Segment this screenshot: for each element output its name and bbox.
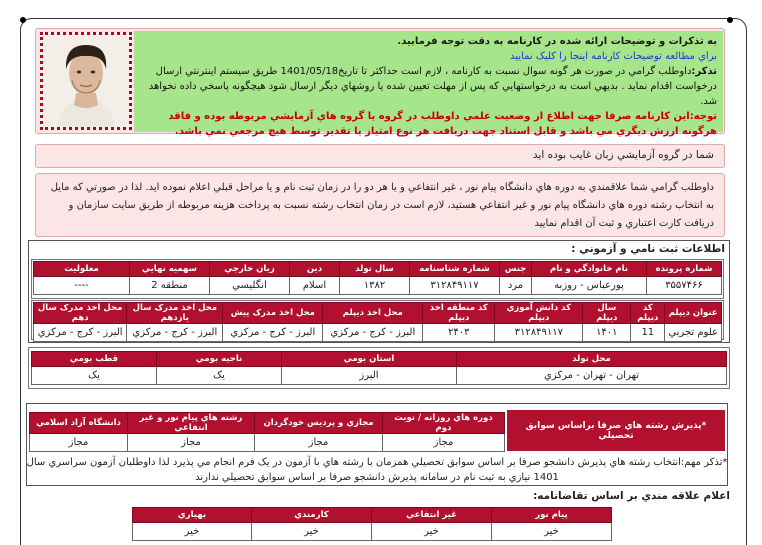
col-student-code: كد دانش آموزي ديپلم (495, 303, 583, 324)
table-header-row (32, 352, 727, 367)
col-grade10-place: محل اخذ مدرک سال دهم (34, 303, 127, 324)
col-birth-year: سال تولد (340, 262, 410, 277)
col-diploma-year: سال ديپلم (583, 303, 631, 324)
cell-grade10-place: البرز - كرج - مركزي (34, 324, 127, 342)
cell-diploma-title: علوم تجربي (665, 324, 722, 342)
header-notice (35, 28, 725, 137)
acceptance-label: *پذيرش رشته هاي صرفا براساس سوابق تحصيلي (507, 410, 725, 451)
col-employee-interest: كارمندي (252, 508, 372, 523)
col-nonprofit-interest: غير انتفاعي (372, 508, 492, 523)
warning-body: داوطلب گرامي در صورت هر گونه سوال نسبت به كارنامه ، لازم است حداكثر تا تاريخ1401/05/18 طريق سيستم اينترنتي ارسال درخواست اقدام نمايد . بديهي است به درخواستهايي كه پس از مهلت تعيين شده يا روشهاي ديگر ارسال شود هيچگونه پاسخي داده نخواهد شد. (148, 66, 717, 107)
cell-pre-degree-place: البرز - كرج - مركزي (223, 324, 323, 342)
cell-nonprofit-interest: خير (372, 523, 492, 541)
cell-nursing-interest: خير (133, 523, 252, 541)
cell-file-number: ۳۵۵۷۴۶۶ (647, 277, 722, 295)
cell-grade11-place: البرز - كرج - مركزي (127, 324, 223, 342)
col-azad-university: دانشگاه آزاد اسلامي (30, 413, 128, 434)
col-native-area: ناحيه بومي (157, 352, 282, 367)
cell-gender: مرد (500, 277, 532, 295)
col-virtual-campus: مجازي و پرديس خودگردان (255, 413, 383, 434)
col-birthplace: محل تولد (457, 352, 727, 367)
col-payamnoor: رشته هاي پيام نور و غير انتفاعي (128, 413, 255, 434)
cell-disability: ---- (34, 277, 130, 295)
col-grade11-place: محل اخذ مدرک سال يازدهم (127, 303, 223, 324)
interest-title: اعلام علاقه مندي بر اساس تقاضانامه: (533, 490, 730, 502)
table-row (34, 324, 722, 342)
col-region-code: كد منطقه اخذ ديپلم (423, 303, 495, 324)
warning-text (140, 64, 717, 109)
cell-quota: منطقه 2 (130, 277, 210, 295)
payment-notice (35, 173, 725, 237)
col-quota: سهميه نهايي (130, 262, 210, 277)
table-row (30, 434, 505, 452)
col-payamnoor-interest: پيام نور (492, 508, 612, 523)
col-native-pole: قطب بومي (32, 352, 157, 367)
table-row (133, 523, 612, 541)
acceptance-note: *تذكر مهم:انتخاب رشته هاي پذيرش دانشجو صرفا بر اساس سوابق تحصيلي همزمان با رشته هاي با آزمون در يک فرم انجام مي پذيرد لذا داوطلبان آزمون سراسري سال 1401 نيازي به ثبت نام در سامانه پذيرش دانشجو صرفا بر اساس سوابق تحصيلي ندارند (26, 457, 728, 483)
diploma-table (33, 302, 722, 342)
cell-religion: اسلام (290, 277, 340, 295)
student-photo (40, 32, 132, 130)
col-name: نام خانوادگي و نام (532, 262, 647, 277)
absent-notice (35, 144, 725, 168)
payment-text: داوطلب گرامي شما علاقمندي به دوره هاي دانشگاه پيام نور ، غير انتفاعي و يا هر دو را در زمان ثبت نام و يا مراحل قبلي اعلام نموده ايد. لذا در صورتي كه مايل به انتخاب رشته دوره هاي دانشگاه پيام نور و غير انتفاعي هستيد، لازم است در زمان انتخاب رشته نسبت به پرداخت هزينه مربوطه از طريق سايت سازمان و دريافت كارت اعتباري و ثبت آن اقدام نماييد (50, 182, 714, 229)
cell-azad-university: مجاز (30, 434, 128, 452)
table-header-row (34, 303, 722, 324)
acceptance-table (29, 412, 505, 452)
cell-id-number: ۳۱۲۸۴۹۱۱۷ (410, 277, 500, 295)
table-header-row (30, 413, 505, 434)
table-row (34, 277, 722, 295)
cell-language: انگليسي (210, 277, 290, 295)
absent-text: شما در گروه آزمايشي زبان غايب بوده ايد (532, 149, 714, 161)
corner-dot (727, 17, 733, 23)
table-header-row (133, 508, 612, 523)
col-pre-degree-place: محل اخذ مدرک پيش (223, 303, 323, 324)
table-header-row (34, 262, 722, 277)
attention-label: توجه: (689, 111, 717, 122)
cell-birth-year: ۱۳۸۲ (340, 277, 410, 295)
col-nursing-interest: بهياري (133, 508, 252, 523)
col-disability: معلوليت (34, 262, 130, 277)
attention-body: اين كارنامه صرفا جهت اطلاع از وضعيت علمي داوطلب در گروه يا گروه هاي آزمايشي مربوطه بوده و فاقد هرگونه ارزش ديگري مي باشد و قابل استناد جهت دريافت هر نوع امتياز يا تقدير توسط هيچ مرجعي نمي باشد. (168, 111, 717, 137)
cell-daily-courses: مجاز (383, 434, 505, 452)
col-diploma-place: محل اخذ ديپلم (323, 303, 423, 324)
col-gender: جنس (500, 262, 532, 277)
interest-table (132, 507, 612, 541)
cell-diploma-year: ۱۴۰۱ (583, 324, 631, 342)
instructions-panel (134, 31, 723, 137)
corner-dot (20, 17, 26, 23)
col-religion: دين (290, 262, 340, 277)
cell-employee-interest: خير (252, 523, 372, 541)
col-language: زبان خارجي (210, 262, 290, 277)
col-diploma-code: كد ديپلم (631, 303, 665, 324)
col-native-province: استان بومي (282, 352, 457, 367)
cell-native-area: يک (157, 367, 282, 385)
table-row (32, 367, 727, 385)
col-id-number: شماره شناسنامه (410, 262, 500, 277)
col-daily-courses: دوره هاي روزانه / نوبت دوم (383, 413, 505, 434)
col-diploma-title: عنوان ديپلم (665, 303, 722, 324)
cell-payamnoor: مجاز (128, 434, 255, 452)
cell-diploma-code: 11 (631, 324, 665, 342)
cell-virtual-campus: مجاز (255, 434, 383, 452)
registration-table (33, 261, 722, 295)
cell-region-code: ۲۴۰۳ (423, 324, 495, 342)
explanations-link[interactable]: براي مطالعه توضيحات كارنامه اينجا را كليک نماييد (510, 51, 717, 62)
cell-name: پورعباس - روزبه (532, 277, 647, 295)
attention-text (140, 109, 717, 139)
cell-diploma-place: البرز - كرج - مركزي (323, 324, 423, 342)
cell-native-province: البرز (282, 367, 457, 385)
registration-title: اطلاعات ثبت نامي و آزموني : (571, 243, 725, 255)
warning-label: تذکر: (691, 66, 717, 77)
cell-payamnoor-interest: خير (492, 523, 612, 541)
cell-student-code: ۳۱۲۸۴۹۱۱۷ (495, 324, 583, 342)
cell-birthplace: تهران - تهران - مركزي (457, 367, 727, 385)
instructions-title: به تذکرات و توضیحات ارائه شده در کارنامه به دقت توجه فرمایید. (397, 36, 717, 47)
birthplace-table (31, 351, 727, 385)
col-file-number: شماره پرونده (647, 262, 722, 277)
cell-native-pole: يک (32, 367, 157, 385)
